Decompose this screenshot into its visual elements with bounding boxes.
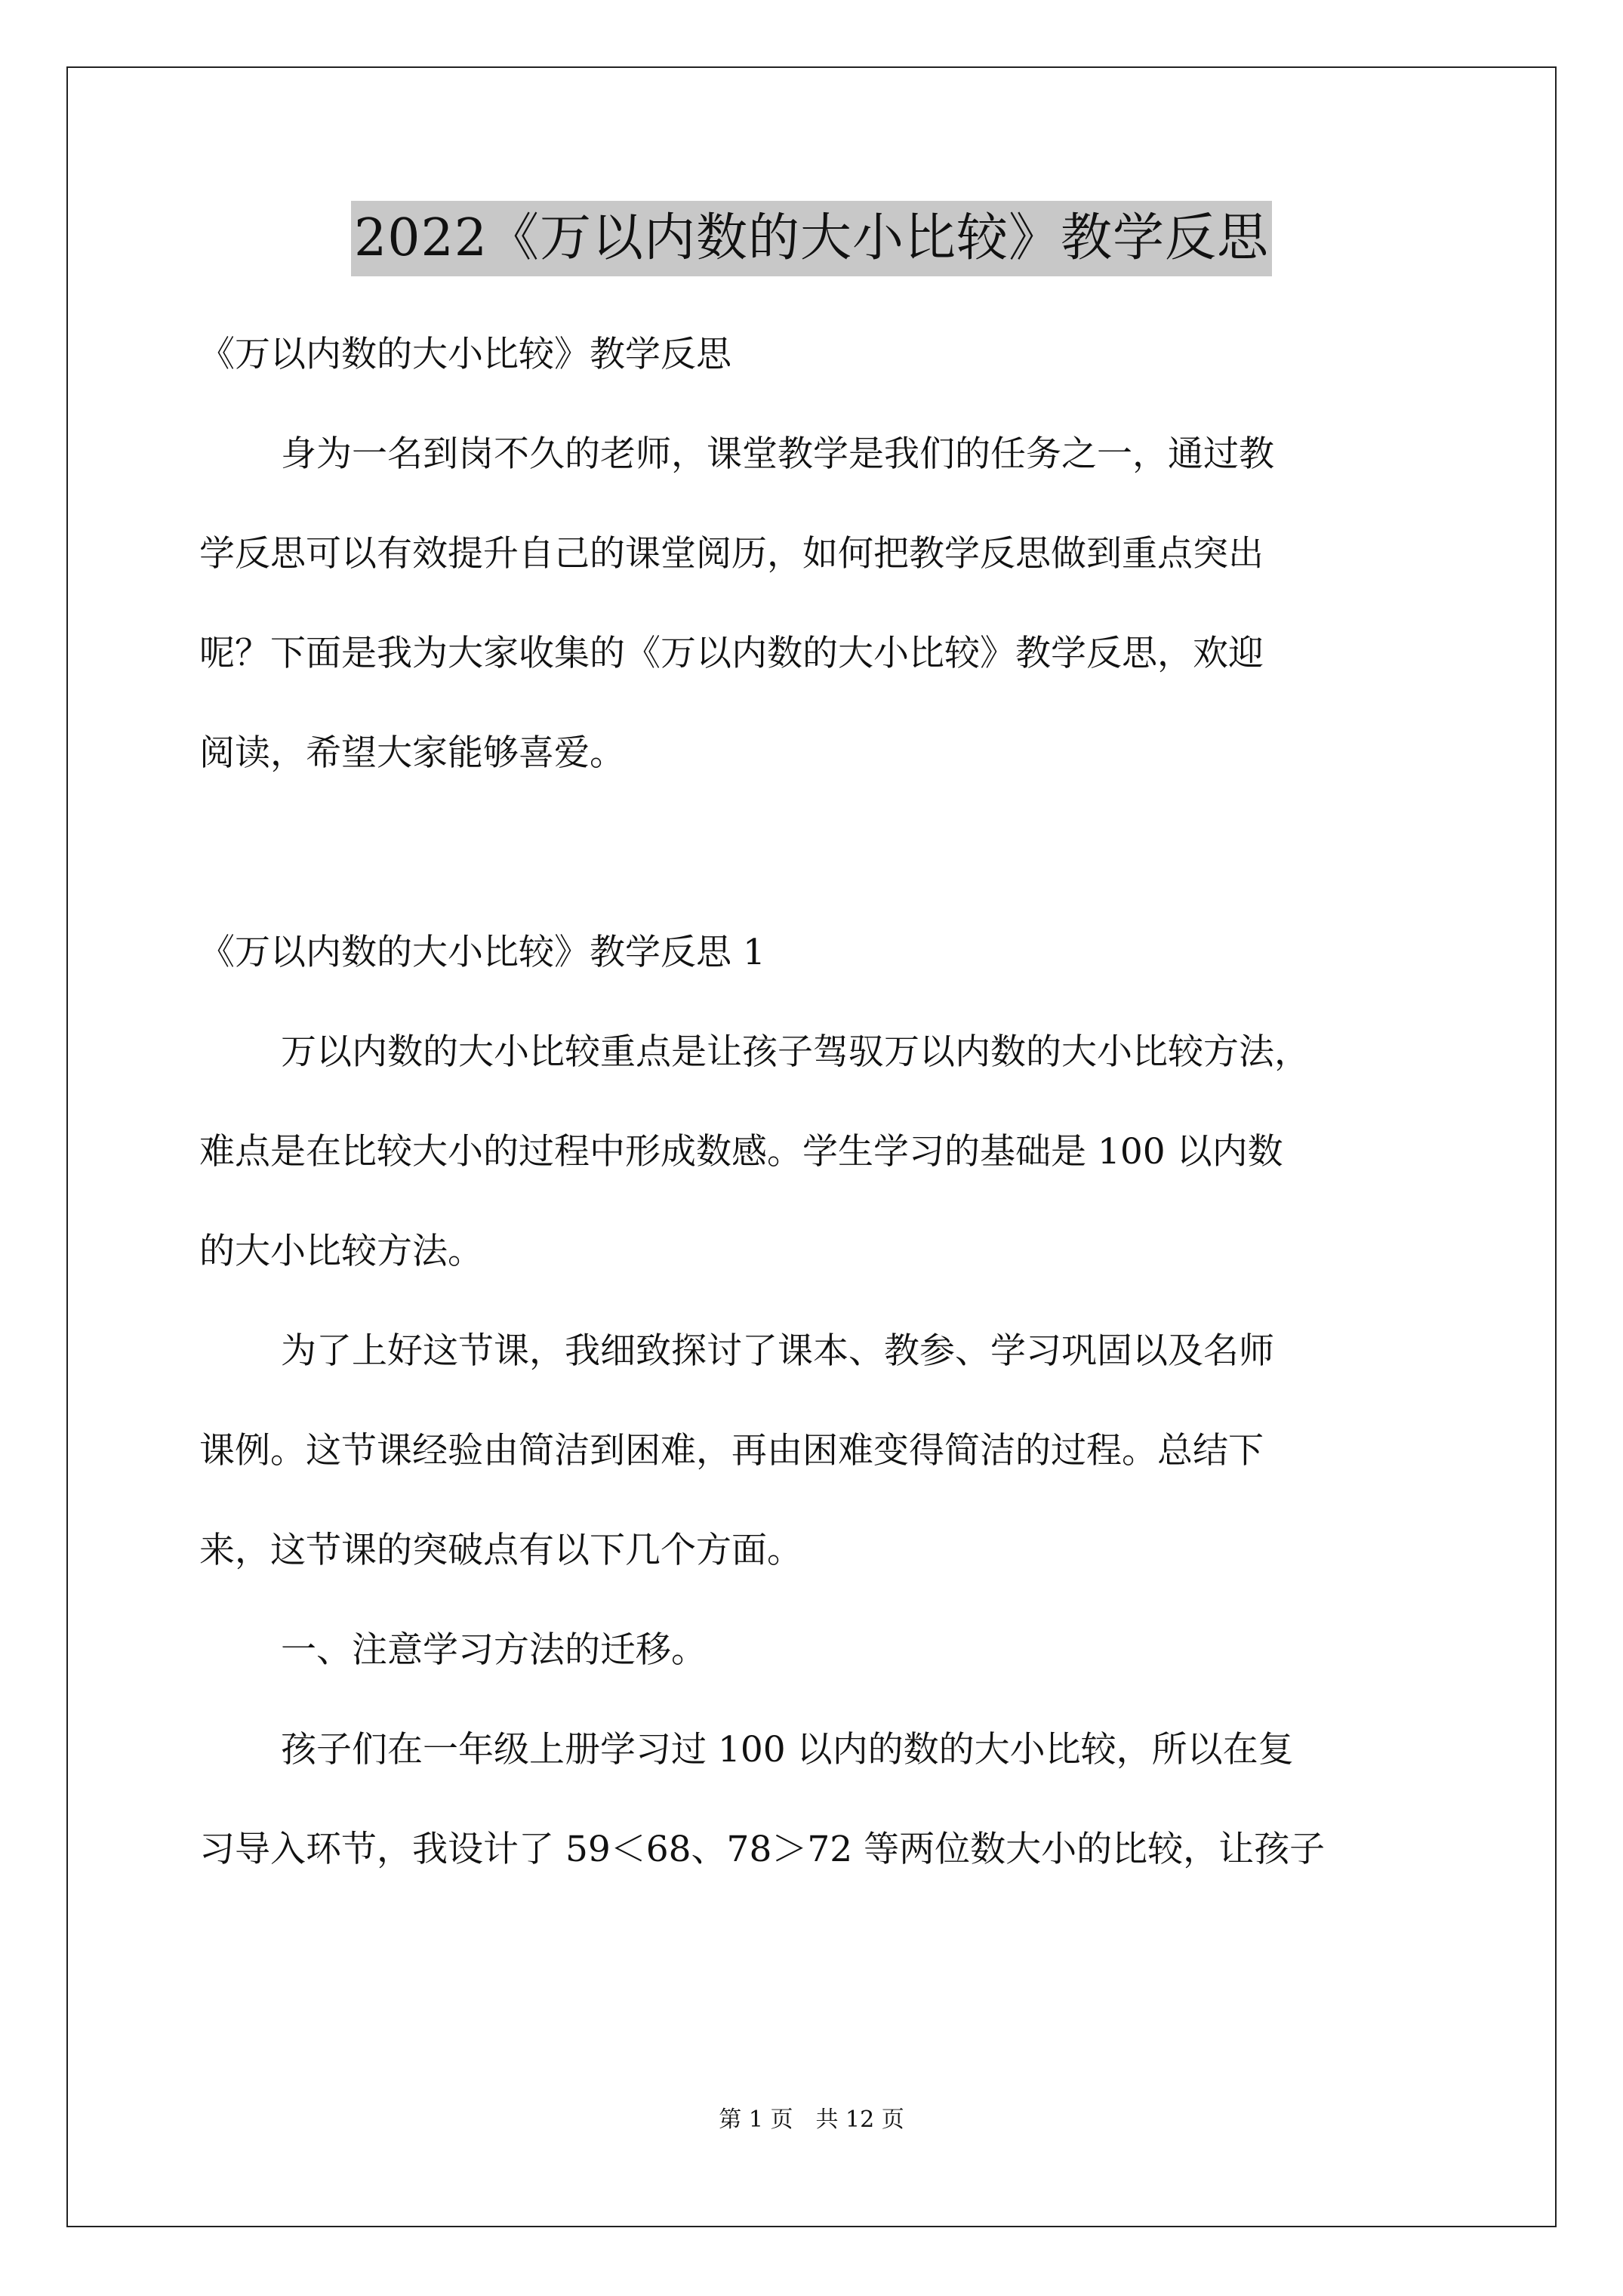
document-title: 2022《万以内数的大小比较》教学反思 bbox=[351, 201, 1272, 276]
page-footer: 第 1 页 共 12 页 bbox=[719, 2106, 904, 2133]
body-line-5: 课例。这节课经验由简洁到困难，再由困难变得简洁的过程。总结下 bbox=[199, 1430, 1264, 1472]
body-line-4: 为了上好这节课，我细致探讨了课本、教参、学习巩固以及名师 bbox=[281, 1330, 1274, 1372]
body-line-7: 孩子们在一年级上册学习过 100 以内的数的大小比较，所以在复 bbox=[281, 1729, 1294, 1771]
intro-line-2: 学反思可以有效提升自己的课堂阅历，如何把教学反思做到重点突出 bbox=[199, 533, 1264, 575]
body-line-2: 难点是在比较大小的过程中形成数感。学生学习的基础是 100 以内数 bbox=[199, 1131, 1283, 1173]
body-line-6: 来，这节课的突破点有以下几个方面。 bbox=[199, 1530, 802, 1571]
subtitle: 《万以内数的大小比较》教学反思 bbox=[199, 334, 731, 375]
body-line-1: 万以内数的大小比较重点是让孩子驾驭万以内数的大小比较方法， bbox=[281, 1031, 1310, 1073]
body-line-8: 习导入环节，我设计了 59＜68、78＞72 等两位数大小的比较，让孩子 bbox=[199, 1829, 1326, 1870]
intro-line-4: 阅读，希望大家能够喜爱。 bbox=[199, 732, 625, 774]
title-wrap bbox=[0, 201, 1623, 276]
point-heading-1: 一、注意学习方法的迁移。 bbox=[281, 1629, 707, 1671]
paragraph-spacer bbox=[199, 803, 1437, 903]
section-heading-1: 《万以内数的大小比较》教学反思 1 bbox=[199, 932, 765, 973]
body-line-3: 的大小比较方法。 bbox=[199, 1231, 483, 1272]
intro-line-1: 身为一名到岗不久的老师，课堂教学是我们的任务之一，通过教 bbox=[281, 433, 1274, 475]
intro-line-3: 呢？下面是我为大家收集的《万以内数的大小比较》教学反思，欢迎 bbox=[199, 633, 1264, 674]
document-body bbox=[199, 305, 1437, 1900]
